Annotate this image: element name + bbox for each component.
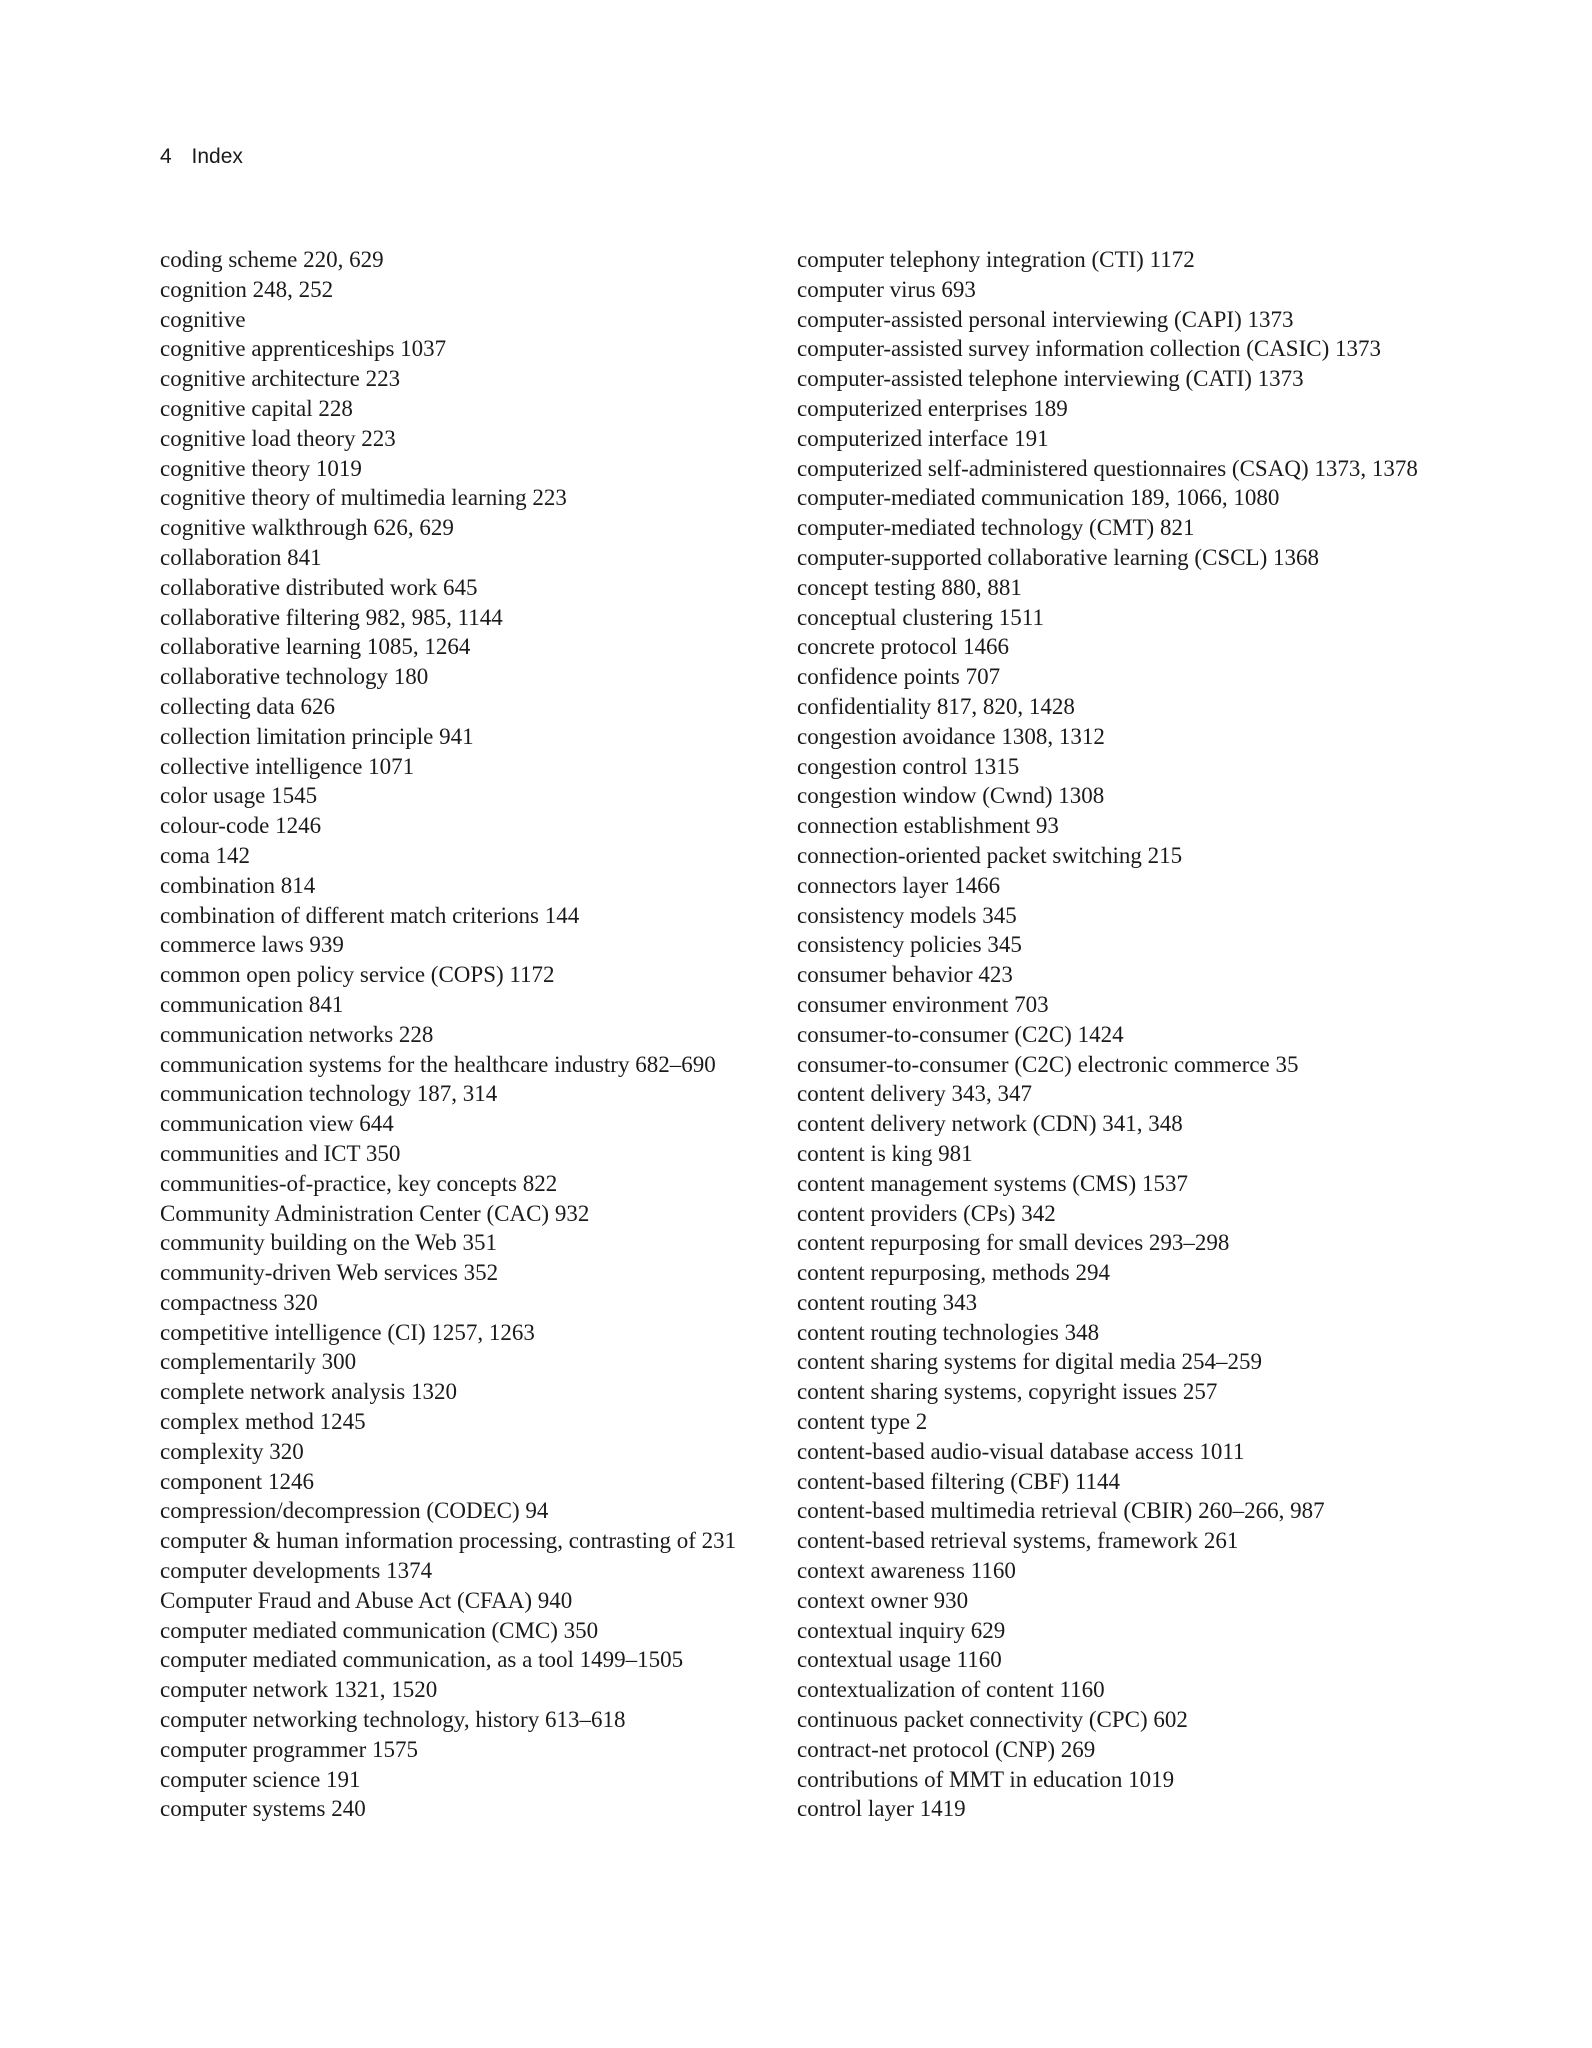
- index-entry: combination of different match criterions 144: [160, 902, 580, 928]
- index-entry: context owner 930: [797, 1587, 969, 1613]
- index-entry: collective intelligence 1071: [160, 753, 415, 779]
- index-entry: content-based retrieval systems, framework 261: [797, 1528, 1239, 1554]
- index-entry: computer-assisted personal interviewing (CAPI) 1373: [797, 306, 1294, 332]
- index-entry: complete network analysis 1320: [160, 1379, 458, 1405]
- index-entry: computer & human information processing, contrasting of 231: [160, 1528, 737, 1554]
- index-entry: cognitive capital 228: [160, 395, 353, 421]
- index-entry: color usage 1545: [160, 783, 318, 809]
- index-entry: content repurposing, methods 294: [797, 1260, 1111, 1286]
- index-entry: content sharing systems, copyright issues 257: [797, 1379, 1218, 1405]
- index-entry: computer-assisted survey information collection (CASIC) 1373: [797, 336, 1382, 362]
- index-entry: computer mediated communication, as a tool 1499–1505: [160, 1647, 684, 1673]
- index-column-left: [160, 245, 760, 1824]
- index-entry: consumer environment 703: [797, 991, 1049, 1017]
- index-entry: consistency models 345: [797, 902, 1017, 928]
- index-entry: connection-oriented packet switching 215: [797, 842, 1183, 868]
- index-entry: contextual inquiry 629: [797, 1617, 1006, 1643]
- index-entry: content-based audio-visual database access 1011: [797, 1438, 1245, 1464]
- index-entry: content-based multimedia retrieval (CBIR) 260–266, 987: [797, 1498, 1325, 1524]
- section-title: Index: [191, 145, 243, 168]
- index-entry: computer developments 1374: [160, 1558, 433, 1584]
- index-entry: computerized interface 191: [797, 425, 1049, 451]
- index-entry: computer-mediated technology (CMT) 821: [797, 515, 1195, 541]
- index-entry: consistency policies 345: [797, 932, 1022, 958]
- index-entry: Computer Fraud and Abuse Act (CFAA) 940: [160, 1587, 573, 1613]
- index-entry: communities-of-practice, key concepts 822: [160, 1170, 558, 1196]
- index-entry: continuous packet connectivity (CPC) 602: [797, 1707, 1188, 1733]
- index-entry: collaborative filtering 982, 985, 1144: [160, 604, 503, 630]
- index-entry: communication 841: [160, 991, 344, 1017]
- index-entry: computerized self-administered questionnaires (CSAQ) 1373, 1378: [797, 455, 1418, 481]
- index-entry: content-based filtering (CBF) 1144: [797, 1468, 1120, 1494]
- index-entry: contextualization of content 1160: [797, 1677, 1105, 1703]
- index-entry: community building on the Web 351: [160, 1230, 497, 1256]
- index-entry: computer-supported collaborative learning (CSCL) 1368: [797, 544, 1320, 570]
- index-entry: consumer-to-consumer (C2C) electronic commerce 35: [797, 1051, 1299, 1077]
- index-entry: competitive intelligence (CI) 1257, 1263: [160, 1319, 535, 1345]
- index-entry: content repurposing for small devices 293–298: [797, 1230, 1230, 1256]
- index-entry: computer networking technology, history 613–618: [160, 1707, 626, 1733]
- index-entry: collaboration 841: [160, 544, 322, 570]
- index-entry: consumer behavior 423: [797, 962, 1013, 988]
- index-entry: cognition 248, 252: [160, 276, 334, 302]
- index-entry: concrete protocol 1466: [797, 634, 1010, 660]
- index-entry: content providers (CPs) 342: [797, 1200, 1056, 1226]
- index-entry: content type 2: [797, 1409, 928, 1435]
- index-entry: content sharing systems for digital media 254–259: [797, 1349, 1263, 1375]
- index-entry: cognitive: [160, 306, 246, 332]
- index-column-right: [797, 245, 1437, 1824]
- index-entry: congestion avoidance 1308, 1312: [797, 723, 1105, 749]
- index-entry: coding scheme 220, 629: [160, 247, 384, 272]
- index-entry: complex method 1245: [160, 1409, 366, 1435]
- index-entry: common open policy service (COPS) 1172: [160, 962, 555, 988]
- index-entry: congestion control 1315: [797, 753, 1020, 779]
- index-entry: concept testing 880, 881: [797, 574, 1022, 600]
- index-entry: computer science 191: [160, 1766, 361, 1792]
- index-entry: community-driven Web services 352: [160, 1260, 499, 1286]
- index-entry: congestion window (Cwnd) 1308: [797, 783, 1105, 809]
- index-entry: computer network 1321, 1520: [160, 1677, 438, 1703]
- index-entry: computer virus 693: [797, 276, 976, 302]
- index-entry: confidence points 707: [797, 664, 1001, 690]
- index-entry: colour-code 1246: [160, 813, 322, 839]
- index-entry: content delivery network (CDN) 341, 348: [797, 1111, 1183, 1137]
- index-entry: control layer 1419: [797, 1796, 966, 1822]
- index-entry: compactness 320: [160, 1289, 318, 1315]
- index-entry: connection establishment 93: [797, 813, 1059, 839]
- index-entry: collecting data 626: [160, 693, 335, 719]
- index-entry: complexity 320: [160, 1438, 304, 1464]
- index-entry: contextual usage 1160: [797, 1647, 1002, 1673]
- index-entry: communication view 644: [160, 1111, 394, 1137]
- index-entry: compression/decompression (CODEC) 94: [160, 1498, 549, 1524]
- index-entry: connectors layer 1466: [797, 872, 1001, 898]
- index-entry: computer-assisted telephone interviewing (CATI) 1373: [797, 366, 1304, 392]
- index-entry: cognitive apprenticeships 1037: [160, 336, 447, 362]
- index-entry: consumer-to-consumer (C2C) 1424: [797, 1021, 1124, 1047]
- index-entry: collection limitation principle 941: [160, 723, 474, 749]
- index-entry: collaborative technology 180: [160, 664, 429, 690]
- index-entry: content delivery 343, 347: [797, 1081, 1033, 1107]
- index-entry: computerized enterprises 189: [797, 395, 1068, 421]
- index-entry: complementarily 300: [160, 1349, 357, 1375]
- index-entry: computer systems 240: [160, 1796, 366, 1822]
- index-entry: conceptual clustering 1511: [797, 604, 1044, 630]
- index-entry: context awareness 1160: [797, 1558, 1016, 1584]
- index-entry: collaborative learning 1085, 1264: [160, 634, 471, 660]
- index-entry: cognitive theory of multimedia learning 223: [160, 485, 567, 511]
- index-entry: cognitive architecture 223: [160, 366, 401, 392]
- running-head: [160, 143, 243, 171]
- index-entry: coma 142: [160, 842, 251, 868]
- page-number: 4: [160, 145, 172, 168]
- index-entry: content management systems (CMS) 1537: [797, 1170, 1188, 1196]
- index-entry: combination 814: [160, 872, 316, 898]
- index-entry: communication networks 228: [160, 1021, 434, 1047]
- index-entry: computer telephony integration (CTI) 1172: [797, 247, 1195, 272]
- index-entry: cognitive walkthrough 626, 629: [160, 515, 454, 541]
- index-entry: collaborative distributed work 645: [160, 574, 478, 600]
- index-entry: cognitive theory 1019: [160, 455, 362, 481]
- index-entry: component 1246: [160, 1468, 314, 1494]
- index-entry: Community Administration Center (CAC) 932: [160, 1200, 590, 1226]
- index-entry: content routing 343: [797, 1289, 978, 1315]
- index-entry: cognitive load theory 223: [160, 425, 396, 451]
- index-entry: communication systems for the healthcare industry 682–690: [160, 1051, 716, 1077]
- index-entry: commerce laws 939: [160, 932, 344, 958]
- index-entry: communities and ICT 350: [160, 1140, 401, 1166]
- index-entry: computer mediated communication (CMC) 350: [160, 1617, 599, 1643]
- index-entry: content routing technologies 348: [797, 1319, 1100, 1345]
- index-entry: computer programmer 1575: [160, 1736, 419, 1762]
- index-entry: confidentiality 817, 820, 1428: [797, 693, 1075, 719]
- index-entry: computer-mediated communication 189, 1066, 1080: [797, 485, 1280, 511]
- index-entry: communication technology 187, 314: [160, 1081, 498, 1107]
- index-entry: content is king 981: [797, 1140, 973, 1166]
- index-entry: contributions of MMT in education 1019: [797, 1766, 1175, 1792]
- index-entry: contract-net protocol (CNP) 269: [797, 1736, 1096, 1762]
